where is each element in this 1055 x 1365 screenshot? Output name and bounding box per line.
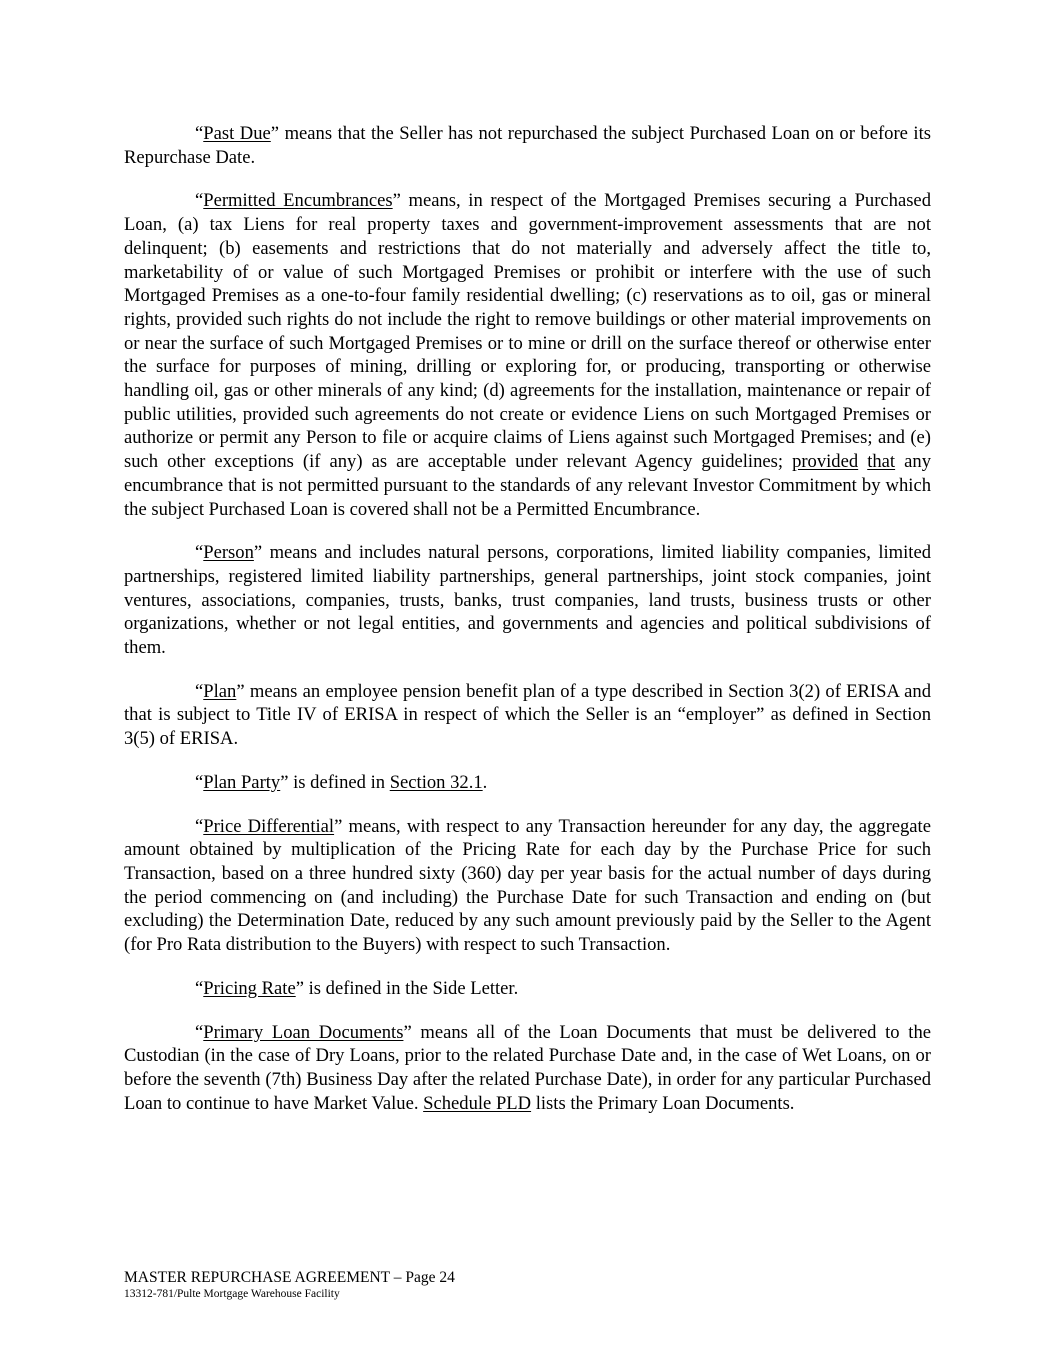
footer-title: MASTER REPURCHASE AGREEMENT – Page 24	[124, 1269, 455, 1286]
definition-text: “	[195, 680, 204, 702]
definition-plan-party	[124, 771, 931, 795]
definition-text: ” is defined in the Side Letter.	[295, 977, 519, 999]
definition-text: ” means, with respect to any Transaction hereunder for any day, the aggregate amount obtained by multiplication of the Pricing Rate for each day by the Purchase Price for such Transaction, based on a three hundred sixty (360) day per year basis for the actual number of days during the period commencing on (and including) the Purchase Date for such Transaction and ending on (but excluding) the Determination Date, reduced by any such amount previously paid by the Seller to the Agent (for Pro Rata distribution to the Buyers) with respect to such Transaction.	[124, 815, 931, 956]
page-footer	[124, 1268, 931, 1301]
footer-reference: 13312-781/Pulte Mortgage Warehouse Facility	[124, 1288, 340, 1300]
defined-term: provided	[792, 451, 859, 473]
definition-text: ” means and includes natural persons, corporations, limited liability companies, limited partnerships, registered limited liability partnerships, general partnerships, joint stock companies, joint ventures, associations, companies, trusts, banks, trust companies, land trusts, business trusts or other organizations, whether or not legal entities, and governments and agencies and political subdivisions of them.	[124, 542, 931, 659]
definition-person	[124, 541, 931, 660]
definition-text: ” is defined in	[280, 771, 390, 793]
definition-price-differential	[124, 815, 931, 957]
document-body	[124, 122, 931, 1135]
defined-term: Past Due	[203, 123, 271, 144]
definition-text: any encumbrance that is not permitted pursuant to the standards of any relevant Investor Commitment by which the subject Purchased Loan is covered shall not be a Permitted Encumbrance.	[124, 451, 931, 520]
definition-plan	[124, 680, 931, 751]
definition-text: “	[195, 1021, 204, 1043]
definition-text: “	[195, 771, 204, 793]
definition-text: ” means that the Seller has not repurchased the subject Purchased Loan on or before its Repurchase Date.	[124, 123, 932, 168]
defined-term: Section 32.1	[389, 771, 483, 793]
definition-primary-loan-documents	[124, 1021, 931, 1116]
defined-term: Plan	[203, 680, 237, 702]
definition-past-due	[124, 122, 931, 169]
defined-term: Price Differential	[203, 815, 335, 837]
definition-text: .	[482, 771, 488, 793]
definition-text: “	[195, 977, 204, 999]
defined-term: Pricing Rate	[203, 977, 296, 999]
definition-text: lists the Primary Loan Documents.	[531, 1092, 795, 1114]
definition-text: “	[195, 542, 204, 564]
definition-permitted-encumbrances	[124, 189, 931, 521]
definition-text: ” means all of the Loan Documents that must be delivered to the Custodian (in the case of Dry Loans, prior to the related Purchase Date and, in the case of Wet Loans, on or before the seventh (7th) Business Day after the related Purchase Date), in order for any particular Purchased Loan to continue to have Market Value.	[124, 1021, 932, 1114]
defined-term: Schedule PLD	[423, 1092, 532, 1114]
definition-text: ” means, in respect of the Mortgaged Premises securing a Purchased Loan, (a) tax Liens for real property taxes and government-improvement assessments that are not delinquent; (b) easements and restrictions that do not materially and adversely affect the title to, marketability of or value of such Mortgaged Premises or prohibit or interfere with the use of such Mortgaged Premises as a one-to-four family residential dwelling; (c) reservations as to oil, gas or mineral rights, provided such rights do not include the right to remove buildings or other material improvements on or near the surface of such Mortgaged Premises or to mine or drill on the surface thereof or otherwise enter the surface for purposes of mining, drilling or exploring for, or producing, transporting or otherwise handling oil, gas or other minerals of any kind; (d) agreements for the installation, maintenance or repair of public utilities, provided such agreements do not create or evidence Liens on such Mortgaged Premises or authorize or permit any Person to file or acquire claims of Liens against such Mortgaged Premises; and (e) such other exceptions (if any) as are acceptable under relevant Agency guidelines;	[124, 190, 931, 473]
definition-text: “	[195, 123, 204, 144]
defined-term: Permitted Encumbrances	[203, 190, 393, 212]
definition-text: “	[195, 190, 204, 212]
definition-text	[858, 451, 867, 472]
definition-text: “	[195, 815, 204, 837]
definition-text: ” means an employee pension benefit plan of a type described in Section 3(2) of ERISA and that is subject to Title IV of ERISA in respect of which the Seller is an “employer” as defined in Section 3(5) of ERISA.	[124, 680, 931, 750]
defined-term: Person	[203, 542, 254, 564]
defined-term: Primary Loan Documents	[203, 1021, 404, 1043]
defined-term: Plan Party	[203, 771, 281, 793]
definition-pricing-rate	[124, 977, 931, 1001]
defined-term: that	[867, 451, 896, 473]
